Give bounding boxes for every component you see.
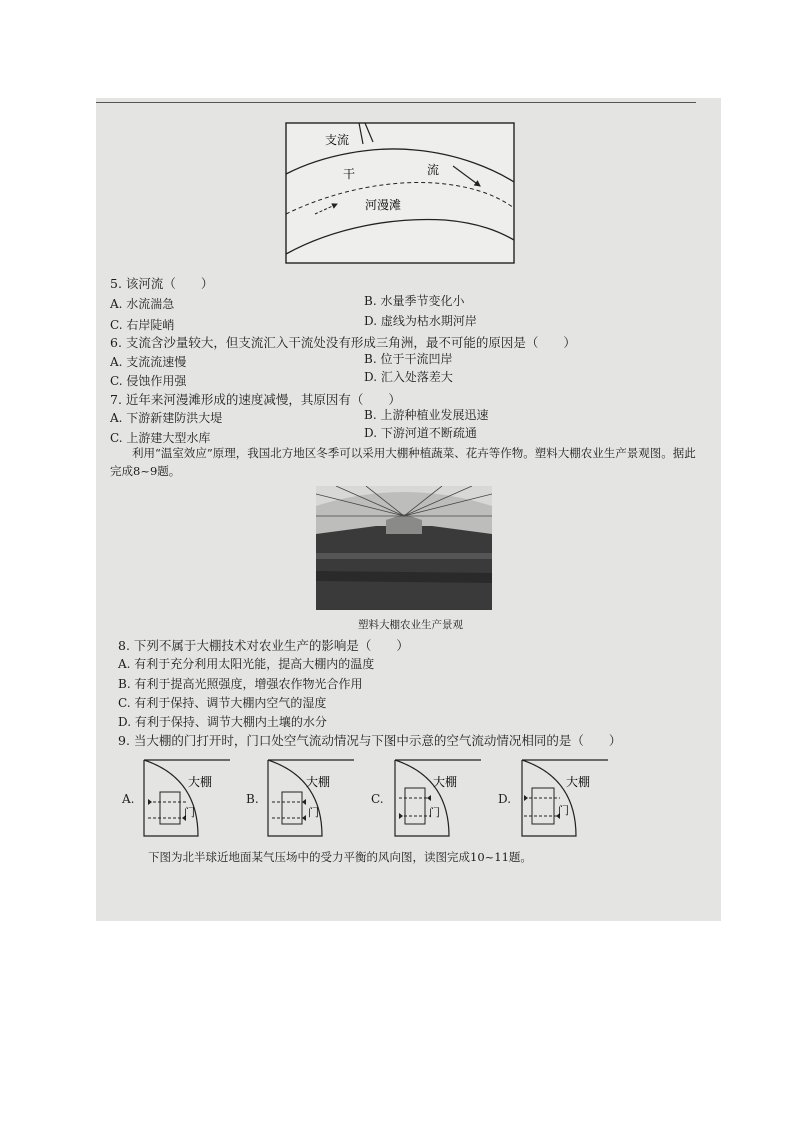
q9-option-a-diagram[interactable] bbox=[142, 758, 232, 838]
river-diagram bbox=[285, 122, 515, 264]
q5-stem: 5. 该河流（ ） bbox=[110, 276, 214, 291]
q5-option-b[interactable]: B. 水量季节变化小 bbox=[364, 294, 465, 308]
q9-option-b-door: 门 bbox=[308, 806, 319, 819]
label-floodplain: 河漫滩 bbox=[365, 198, 402, 212]
q9-option-b-diagram[interactable] bbox=[266, 758, 356, 838]
q7-stem: 7. 近年来河漫滩形成的速度减慢，其原因有（ ） bbox=[110, 392, 401, 407]
photo-caption: 塑料大棚农业生产景观 bbox=[358, 619, 463, 631]
q9-option-d-shed: 大棚 bbox=[566, 775, 591, 789]
q9-option-b-shed: 大棚 bbox=[306, 775, 331, 789]
label-main-2: 流 bbox=[427, 163, 440, 177]
q5-option-d[interactable]: D. 虚线为枯水期河岸 bbox=[364, 314, 477, 328]
label-tributary: 支流 bbox=[325, 133, 350, 147]
q9-option-a-door: 门 bbox=[184, 806, 195, 819]
q7-option-d[interactable]: D. 下游河道不断疏通 bbox=[364, 426, 477, 440]
q5-option-c[interactable]: C. 右岸陡峭 bbox=[110, 318, 175, 332]
q9-option-c-diagram[interactable] bbox=[393, 758, 483, 838]
q6-option-c[interactable]: C. 侵蚀作用强 bbox=[110, 374, 187, 388]
q9-option-a-letter[interactable]: A. bbox=[122, 792, 135, 806]
q6-option-b[interactable]: B. 位于干流凹岸 bbox=[364, 352, 453, 366]
q8-option-b[interactable]: B. 有利于提高光照强度，增强农作物光合作用 bbox=[118, 677, 363, 691]
greenhouse-photo bbox=[316, 486, 492, 610]
q8-stem: 8. 下列不属于大棚技术对农业生产的影响是（ ） bbox=[118, 638, 409, 653]
intro-10-11: 下图为北半球近地面某气压场中的受力平衡的风向图，读图完成10~11题。 bbox=[148, 850, 532, 864]
q9-option-d-door: 门 bbox=[558, 804, 569, 817]
q9-option-b-letter[interactable]: B. bbox=[246, 792, 259, 806]
q8-option-a[interactable]: A. 有利于充分利用太阳光能，提高大棚内的温度 bbox=[118, 657, 375, 671]
q7-option-a[interactable]: A. 下游新建防洪大堤 bbox=[110, 411, 223, 425]
q9-option-d-letter[interactable]: D. bbox=[498, 792, 512, 806]
q9-stem: 9. 当大棚的门打开时，门口处空气流动情况与下图中示意的空气流动情况相同的是（ ） bbox=[118, 733, 622, 748]
q6-stem: 6. 支流含沙量较大，但支流汇入干流处没有形成三角洲，最不可能的原因是（ ） bbox=[110, 335, 576, 350]
q9-option-a-shed: 大棚 bbox=[188, 775, 213, 789]
q5-option-a[interactable]: A. 水流湍急 bbox=[110, 297, 175, 311]
page-top-rule bbox=[96, 102, 696, 103]
q9-option-d-diagram[interactable] bbox=[520, 758, 610, 838]
q8-option-c[interactable]: C. 有利于保持、调节大棚内空气的湿度 bbox=[118, 696, 327, 710]
label-main-1: 干 bbox=[343, 167, 356, 181]
q7-option-c[interactable]: C. 上游建大型水库 bbox=[110, 431, 211, 445]
q9-option-c-door: 门 bbox=[429, 806, 440, 819]
q7-option-b[interactable]: B. 上游种植业发展迅速 bbox=[364, 408, 489, 422]
intro-8-9: 利用“温室效应”原理，我国北方地区冬季可以采用大棚种植蔬菜、花卉等作物。塑料大棚农业生产景观图。据此完成8~9题。 bbox=[110, 446, 696, 478]
exam-page bbox=[96, 98, 721, 921]
q6-option-d[interactable]: D. 汇入处落差大 bbox=[364, 370, 453, 384]
q6-option-a[interactable]: A. 支流流速慢 bbox=[110, 355, 187, 369]
q9-option-c-shed: 大棚 bbox=[433, 775, 458, 789]
q9-option-c-letter[interactable]: C. bbox=[371, 792, 384, 806]
q8-option-d[interactable]: D. 有利于保持、调节大棚内土壤的水分 bbox=[118, 715, 327, 729]
